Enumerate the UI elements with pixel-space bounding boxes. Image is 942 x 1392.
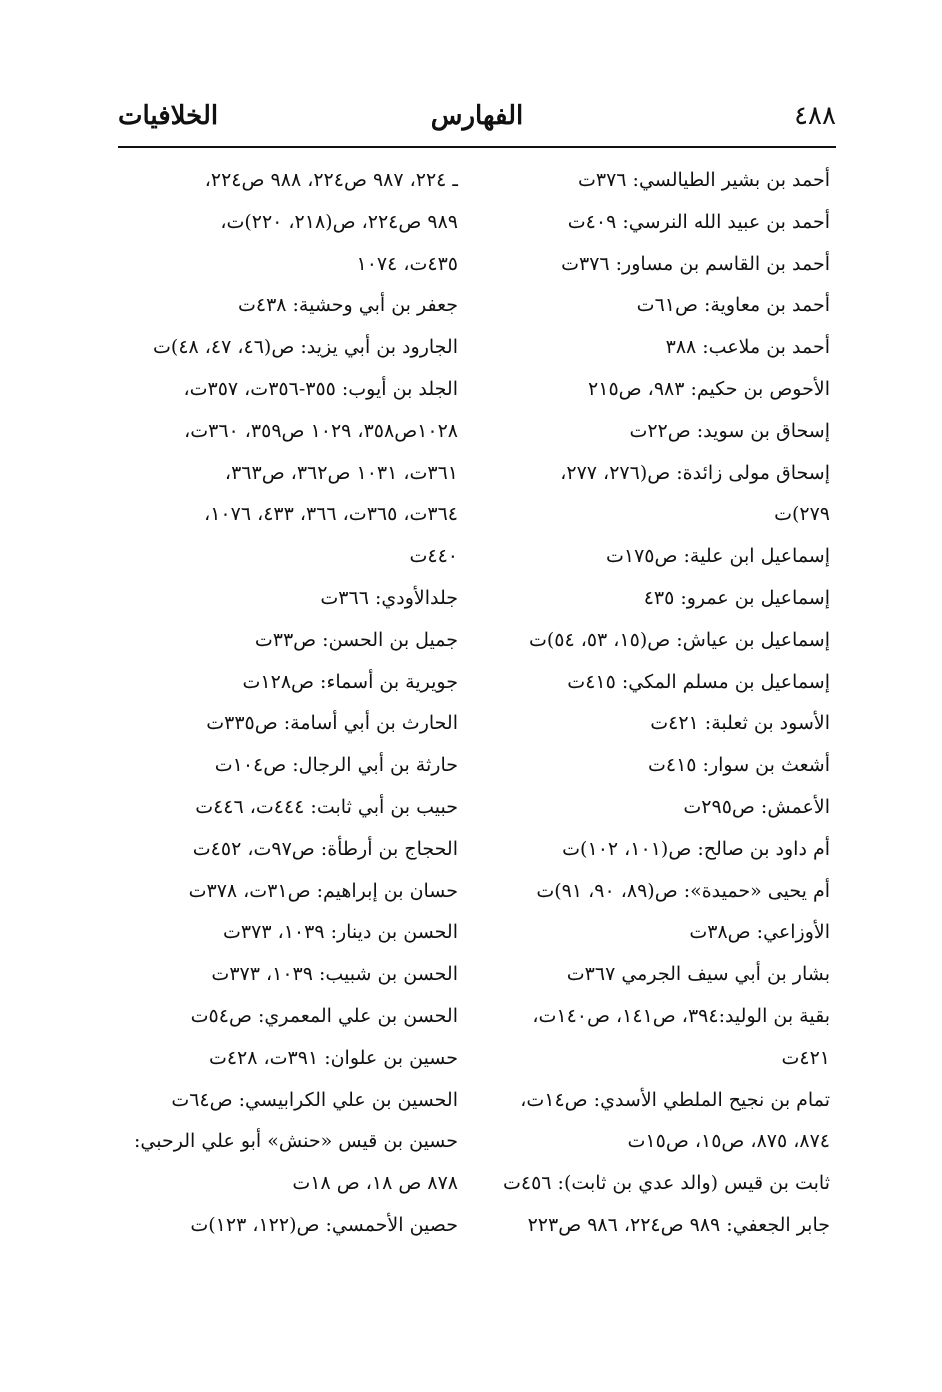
index-entry: ٨٧٤، ٨٧٥، ص١٥، ص١٥ت: [627, 1130, 830, 1153]
page-number: ٤٨٨: [794, 101, 836, 131]
index-entry: حسين بن علوان: ٣٩١ت، ٤٢٨ت: [208, 1046, 458, 1069]
index-entry: إسحاق مولى زائدة: ص(٢٧٦، ٢٧٧،: [560, 461, 830, 484]
index-entry: إسحاق بن سويد: ص٢٢ت: [629, 419, 830, 442]
index-entry: الحارث بن أبي أسامة: ص٣٣٥ت: [206, 712, 458, 735]
index-entry: أشعث بن سوار: ٤١٥ت: [648, 754, 830, 777]
index-entry: أم يحيى «حميدة»: ص(٨٩، ٩٠، ٩١)ت: [536, 879, 830, 902]
index-entry: الحسن بن دينار: ١٠٣٩، ٣٧٣ت: [223, 921, 458, 944]
index-column-left: [88, 160, 458, 1247]
index-entry: بشار بن أبي سيف الجرمي ٣٦٧ت: [566, 963, 830, 986]
index-entry: الأوزاعي: ص٣٨ت: [689, 921, 830, 944]
index-entry: الجارود بن أبي يزيد: ص(٤٦، ٤٧، ٤٨)ت: [153, 336, 458, 359]
index-entry: ٢٧٩)ت: [774, 503, 830, 526]
section-title: الفهارس: [430, 101, 524, 131]
index-entry: الأحوص بن حكيم: ٩٨٣، ص٢١٥: [588, 377, 830, 400]
index-entry: أحمد بن القاسم بن مساور: ٣٧٦ت: [561, 252, 830, 275]
index-entry: أحمد بن عبيد الله النرسي: ٤٠٩ت: [567, 210, 830, 233]
index-entry: الحسن بن علي المعمري: ص٥٤ت: [190, 1004, 458, 1027]
index-entry: إسماعيل بن عياش: ص(١٥، ٥٣، ٥٤)ت: [528, 628, 830, 651]
index-entry: ٣٦٤ت، ٣٦٥ت، ٣٦٦، ٤٣٣، ١٠٧٦،: [204, 503, 458, 526]
index-entry: الحجاج بن أرطأة: ص٩٧ت، ٤٥٢ت: [192, 837, 458, 860]
index-entry: ٤٤٠ت: [409, 545, 458, 568]
index-entry: إسماعيل ابن علية: ص١٧٥ت: [605, 545, 830, 568]
index-entry: جويرية بن أسماء: ص١٢٨ت: [242, 670, 458, 693]
index-entry: ثابت بن قيس (والد عدي بن ثابت): ٤٥٦ت: [502, 1172, 830, 1195]
book-title: الخلافيات: [118, 101, 219, 131]
index-column-right: [470, 160, 830, 1247]
index-entry: حصين الأحمسي: ص(١٢٢، ١٢٣)ت: [190, 1213, 458, 1236]
index-entry: ـ ٢٢٤، ٩٨٧ ص٢٢٤، ٩٨٨ ص٢٢٤،: [204, 169, 458, 191]
index-entry: الأسود بن ثعلبة: ٤٢١ت: [650, 712, 830, 735]
index-entry: ٨٧٨ ص ١٨، ص ١٨ت: [292, 1172, 458, 1195]
index-entry: تمام بن نجيح الملطي الأسدي: ص١٤ت،: [520, 1088, 830, 1111]
index-entry: الجلد بن أيوب: ٣٥٥-٣٥٦ت، ٣٥٧ت،: [183, 377, 458, 400]
index-entry: بقية بن الوليد:٣٩٤، ص١٤١، ص١٤٠ت،: [532, 1004, 830, 1027]
index-entry: حسان بن إبراهيم: ص٣١ت، ٣٧٨ت: [188, 879, 458, 902]
index-entry: ٤٣٥ت، ١٠٧٤: [356, 252, 458, 275]
page-header: [118, 92, 836, 142]
index-entry: الحسن بن شبيب: ١٠٣٩، ٣٧٣ت: [211, 963, 458, 986]
index-entry: إسماعيل بن مسلم المكي: ٤١٥ت: [567, 670, 830, 693]
header-rule: [118, 146, 836, 148]
index-entry: الحسين بن علي الكرابيسي: ص٦٤ت: [171, 1088, 458, 1111]
index-entry: ١٠٢٨ص٣٥٨، ١٠٢٩ ص٣٥٩، ٣٦٠ت،: [184, 419, 458, 442]
index-entry: ٣٦١ت، ١٠٣١ ص٣٦٢، ص٣٦٣،: [224, 461, 458, 484]
index-entry: ٩٨٩ ص٢٢٤، ص(٢١٨، ٢٢٠)ت،: [220, 210, 458, 233]
index-entry: أحمد بن معاوية: ص٦١ت: [636, 294, 830, 317]
index-entry: حارثة بن أبي الرجال: ص١٠٤ت: [214, 754, 458, 777]
index-entry: ٤٢١ت: [781, 1046, 830, 1069]
index-entry: جابر الجعفي: ٩٨٩ ص٢٢٤، ٩٨٦ ص٢٢٣: [527, 1213, 830, 1236]
index-entry: جميل بن الحسن: ص٣٣ت: [254, 628, 458, 651]
index-entry: الأعمش: ص٢٩٥ت: [683, 795, 830, 818]
index-entry: أحمد بن بشير الطيالسي: ٣٧٦ت: [577, 169, 830, 191]
index-entry: جلدالأودي: ٣٦٦ت: [320, 586, 458, 609]
index-entry: حسين بن قيس «حنش» أبو علي الرحبي:: [134, 1130, 458, 1153]
index-entry: حبيب بن أبي ثابت: ٤٤٤ت، ٤٤٦ت: [195, 795, 458, 818]
index-entry: أحمد بن ملاعب: ٣٨٨: [665, 336, 830, 359]
index-entry: إسماعيل بن عمرو: ٤٣٥: [643, 586, 830, 609]
index-entry: جعفر بن أبي وحشية: ٤٣٨ت: [237, 294, 458, 317]
index-entry: أم داود بن صالح: ص(١٠١، ١٠٢)ت: [562, 837, 830, 860]
